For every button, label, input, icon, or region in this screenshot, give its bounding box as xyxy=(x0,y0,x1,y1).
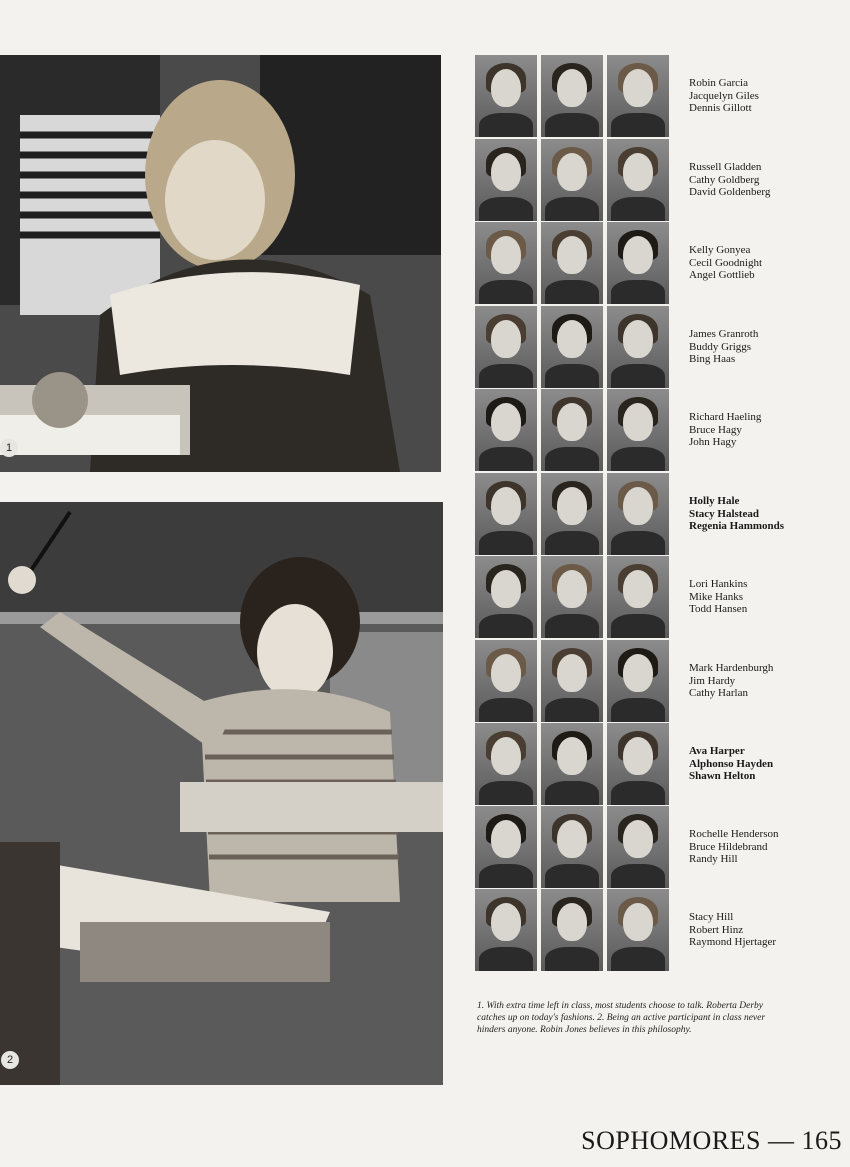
portrait-shoulders xyxy=(479,531,533,555)
student-name: James Granroth xyxy=(689,328,759,340)
student-portrait xyxy=(541,139,603,221)
student-portrait xyxy=(475,723,537,805)
portrait-face xyxy=(623,487,653,525)
portrait-shoulders xyxy=(611,280,665,304)
student-portrait xyxy=(607,473,669,555)
portrait-face xyxy=(491,153,521,191)
student-portrait xyxy=(475,389,537,471)
student-portrait xyxy=(607,556,669,638)
portrait-face xyxy=(623,903,653,941)
portrait-shoulders xyxy=(479,113,533,137)
student-names xyxy=(689,911,776,949)
student-portrait xyxy=(607,806,669,888)
portrait-shoulders xyxy=(479,864,533,888)
portrait-shoulders xyxy=(611,947,665,971)
footer-dash: — xyxy=(768,1126,795,1155)
photo-2-illustration xyxy=(0,502,443,1085)
portrait-row xyxy=(475,222,835,304)
student-name: John Hagy xyxy=(689,436,737,448)
student-names xyxy=(689,828,779,866)
student-name: Dennis Gillott xyxy=(689,102,752,114)
portrait-face xyxy=(491,654,521,692)
student-name: Kelly Gonyea xyxy=(689,244,751,256)
portrait-face xyxy=(557,320,587,358)
student-name: Todd Hansen xyxy=(689,603,748,615)
portrait-face xyxy=(557,236,587,274)
student-name: Russell Gladden xyxy=(689,161,762,173)
student-portrait xyxy=(475,640,537,722)
portrait-face xyxy=(491,320,521,358)
student-names xyxy=(689,578,747,616)
candid-photo-1 xyxy=(0,55,441,472)
portrait-shoulders xyxy=(545,280,599,304)
student-names xyxy=(689,77,759,115)
section-title: SOPHOMORES xyxy=(581,1126,761,1155)
portrait-shoulders xyxy=(611,364,665,388)
student-names xyxy=(689,411,761,449)
student-name: Jacquelyn Giles xyxy=(689,89,759,102)
portrait-row xyxy=(475,806,835,888)
student-name: Holly Hale xyxy=(689,495,740,507)
portrait-face xyxy=(623,153,653,191)
portrait-row xyxy=(475,139,835,221)
student-portrait xyxy=(541,473,603,555)
portrait-shoulders xyxy=(545,864,599,888)
portrait-face xyxy=(491,236,521,274)
portrait-face xyxy=(491,570,521,608)
portrait-face xyxy=(491,487,521,525)
student-name: Alphonso Hayden xyxy=(689,757,774,770)
student-name: Stacy Hill xyxy=(689,911,734,923)
portrait-face xyxy=(557,903,587,941)
portrait-face xyxy=(557,403,587,441)
portrait-shoulders xyxy=(545,698,599,722)
student-name: Richard Haeling xyxy=(689,411,762,423)
portrait-shoulders xyxy=(611,447,665,471)
student-portrait xyxy=(607,889,669,971)
student-name: Mark Hardenburgh xyxy=(689,662,774,674)
student-portrait xyxy=(607,723,669,805)
portrait-row xyxy=(475,473,835,555)
portrait-row xyxy=(475,640,835,722)
student-portrait xyxy=(541,889,603,971)
student-name: Ava Harper xyxy=(689,745,745,757)
portrait-shoulders xyxy=(545,364,599,388)
portrait-shoulders xyxy=(545,197,599,221)
portrait-shoulders xyxy=(479,698,533,722)
portrait-face xyxy=(623,654,653,692)
portrait-face xyxy=(623,236,653,274)
photo-number-1: 1 xyxy=(0,439,18,457)
student-names xyxy=(689,662,773,700)
student-names xyxy=(689,495,784,533)
student-name: Lori Hankins xyxy=(689,578,748,590)
portrait-face xyxy=(623,737,653,775)
portrait-face xyxy=(623,403,653,441)
student-name: Rochelle Henderson xyxy=(689,828,779,840)
student-portrait xyxy=(607,389,669,471)
portrait-face xyxy=(491,403,521,441)
student-name: Bruce Hagy xyxy=(689,423,742,436)
student-name: Robert Hinz xyxy=(689,923,744,936)
student-portrait xyxy=(541,640,603,722)
portrait-row xyxy=(475,55,835,137)
portrait-shoulders xyxy=(545,947,599,971)
candid-photo-2 xyxy=(0,502,443,1085)
student-portrait xyxy=(475,139,537,221)
student-portrait xyxy=(541,806,603,888)
student-name: Jim Hardy xyxy=(689,674,736,687)
portrait-face xyxy=(557,737,587,775)
portrait-shoulders xyxy=(611,531,665,555)
portrait-shoulders xyxy=(479,781,533,805)
student-name: Regenia Hammonds xyxy=(689,520,785,532)
student-portrait xyxy=(541,723,603,805)
portrait-row xyxy=(475,389,835,471)
portrait-shoulders xyxy=(611,781,665,805)
student-name: Mike Hanks xyxy=(689,590,744,603)
portrait-row xyxy=(475,556,835,638)
student-names xyxy=(689,328,758,366)
student-names xyxy=(689,244,762,282)
student-portrait xyxy=(607,640,669,722)
portrait-shoulders xyxy=(611,197,665,221)
portrait-row xyxy=(475,723,835,805)
student-names xyxy=(689,745,773,783)
portrait-shoulders xyxy=(545,447,599,471)
student-portrait xyxy=(541,556,603,638)
portrait-shoulders xyxy=(611,113,665,137)
student-portrait xyxy=(475,556,537,638)
portrait-face xyxy=(623,69,653,107)
portrait-face xyxy=(623,820,653,858)
student-name: Raymond Hjertager xyxy=(689,936,777,948)
student-name: Cecil Goodnight xyxy=(689,256,763,269)
student-portrait xyxy=(475,473,537,555)
student-names xyxy=(689,161,770,199)
student-name: Shawn Helton xyxy=(689,770,756,782)
portrait-shoulders xyxy=(479,614,533,638)
student-portrait xyxy=(475,306,537,388)
portrait-face xyxy=(557,820,587,858)
portrait-face xyxy=(623,570,653,608)
portrait-row xyxy=(475,306,835,388)
portrait-face xyxy=(491,737,521,775)
student-name: Buddy Griggs xyxy=(689,340,752,353)
student-portrait xyxy=(607,306,669,388)
portrait-shoulders xyxy=(545,531,599,555)
student-portrait xyxy=(607,55,669,137)
portrait-shoulders xyxy=(479,364,533,388)
portrait-shoulders xyxy=(611,698,665,722)
page-footer xyxy=(581,1126,842,1156)
portrait-shoulders xyxy=(479,280,533,304)
student-portrait xyxy=(607,222,669,304)
student-portrait xyxy=(541,306,603,388)
student-portrait xyxy=(475,55,537,137)
student-name: Cathy Harlan xyxy=(689,687,748,699)
student-portrait xyxy=(475,222,537,304)
portrait-shoulders xyxy=(479,197,533,221)
portrait-face xyxy=(557,69,587,107)
portrait-face xyxy=(557,570,587,608)
portrait-face xyxy=(557,153,587,191)
student-name: Randy Hill xyxy=(689,853,738,865)
photo-1-illustration xyxy=(0,55,441,472)
portrait-shoulders xyxy=(479,947,533,971)
portrait-shoulders xyxy=(479,447,533,471)
photo-number-2: 2 xyxy=(1,1051,19,1069)
portrait-row xyxy=(475,889,835,971)
student-name: Angel Gottlieb xyxy=(689,269,755,281)
portrait-shoulders xyxy=(545,781,599,805)
portrait-face xyxy=(557,487,587,525)
student-portrait xyxy=(541,389,603,471)
student-portrait xyxy=(475,806,537,888)
photo-caption: 1. With extra time left in class, most students choose to talk. Roberta Derby catches up on today's fashions. 2. Being an active participant in class never hinders anyone. Robin Jones believes in this philosophy. xyxy=(477,1001,766,1035)
student-name: David Goldenberg xyxy=(689,186,771,198)
portrait-shoulders xyxy=(611,614,665,638)
portrait-shoulders xyxy=(545,113,599,137)
student-portrait xyxy=(475,889,537,971)
portrait-face xyxy=(491,903,521,941)
portrait-shoulders xyxy=(611,864,665,888)
student-portrait xyxy=(607,139,669,221)
portrait-face xyxy=(491,69,521,107)
portrait-face xyxy=(557,654,587,692)
page-number: 165 xyxy=(801,1126,842,1155)
portrait-shoulders xyxy=(545,614,599,638)
student-name: Bing Haas xyxy=(689,353,736,365)
portrait-face xyxy=(491,820,521,858)
student-name: Bruce Hildebrand xyxy=(689,840,768,853)
student-portrait xyxy=(541,222,603,304)
student-name: Robin Garcia xyxy=(689,77,748,89)
student-name: Stacy Halstead xyxy=(689,507,759,520)
portrait-face xyxy=(623,320,653,358)
student-portrait xyxy=(541,55,603,137)
student-name: Cathy Goldberg xyxy=(689,173,760,186)
